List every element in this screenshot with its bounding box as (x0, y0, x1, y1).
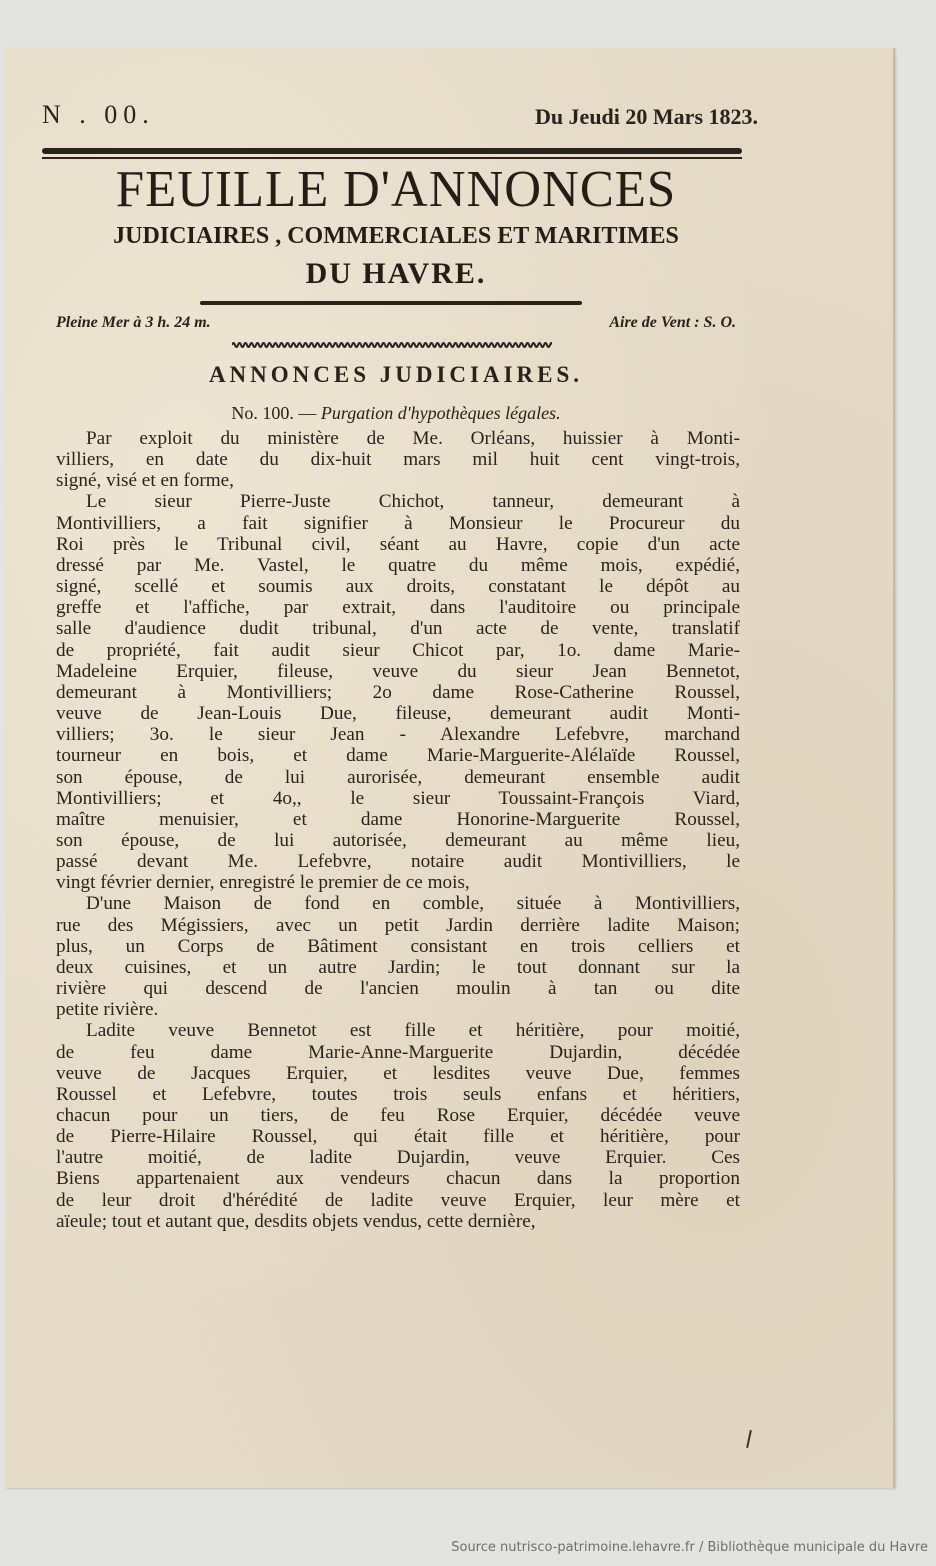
paragraph (56, 893, 740, 1020)
text-line: de feu dame Marie-Anne-Marguerite Dujardin, décédée (56, 1041, 740, 1063)
masthead-rule-thin (42, 157, 742, 159)
notice-title: Purgation d'hypothèques légales. (320, 403, 561, 423)
newspaper-subtitle: JUDICIAIRES , COMMERCIALES ET MARITIMES (113, 223, 679, 249)
text-line: Le sieur Pierre-Juste Chichot, tanneur, demeurant à (86, 491, 740, 513)
paragraph (56, 1020, 740, 1232)
text-line: demeurant à Montivilliers; 2o dame Rose-Catherine Roussel, (56, 681, 740, 703)
text-line: signé, visé et en forme, (56, 470, 234, 492)
text-line: tourneur en bois, et dame Marie-Marguerite-Alélaïde Roussel, (56, 745, 740, 767)
paragraph (56, 491, 740, 893)
article-body (56, 428, 740, 1232)
text-line: veuve de Jean-Louis Due, fileuse, demeurant audit Monti- (56, 703, 740, 725)
notice-number: No. 100. — (231, 403, 317, 423)
source-caption: Source nutrisco-patrimoine.lehavre.fr / Bibliothèque municipale du Havre (451, 1540, 928, 1555)
text-line: Par exploit du ministère de Me. Orléans, huissier à Monti- (86, 428, 740, 449)
title-rule (200, 301, 582, 305)
text-line: maître menuisier, et dame Honorine-Marguerite Roussel, (56, 808, 740, 830)
text-line: de Pierre-Hilaire Roussel, qui était fille et héritière, pour (56, 1126, 740, 1148)
newspaper-title: FEUILLE D'ANNONCES (115, 161, 677, 218)
text-line: deux cuisines, et un autre Jardin; le tout donnant sur la (56, 956, 740, 978)
text-line: plus, un Corps de Bâtiment consistant en trois celliers et (56, 935, 740, 957)
issue-number: N . 00. (42, 100, 155, 129)
text-line: Roussel et Lefebvre, toutes trois seuls enfans et héritiers, (56, 1083, 740, 1105)
issue-date: Du Jeudi 20 Mars 1823. (534, 104, 758, 129)
text-line: passé devant Me. Lefebvre, notaire audit Montivilliers, le (56, 851, 740, 873)
text-line: villiers; 3o. le sieur Jean - Alexandre Lefebvre, marchand (56, 724, 740, 746)
text-line: chacun pour un tiers, de feu Rose Erquier, décédée veuve (56, 1105, 740, 1126)
text-line: villiers, en date du dix-huit mars mil huit cent vingt-trois, (56, 449, 740, 471)
text-line: rue des Mégissiers, avec un petit Jardin derrière ladite Maison; (56, 914, 740, 936)
text-line: l'autre moitié, de ladite Dujardin, veuve Erquier. Ces (56, 1147, 740, 1169)
text-line: signé, scellé et soumis aux droits, constatant le dépôt au (56, 576, 740, 598)
notice-heading (40, 403, 752, 424)
text-line: son épouse, de lui aurorisée, demeurant ensemble audit (56, 766, 740, 788)
text-line: D'une Maison de fond en comble, située à Montivilliers, (86, 893, 740, 915)
tide-info: Pleine Mer à 3 h. 24 m. (56, 314, 211, 331)
text-line: Biens appartenaient aux vendeurs chacun dans la proportion (56, 1168, 740, 1190)
text-line: de propriété, fait audit sieur Chicot par, 1o. dame Marie- (56, 639, 740, 661)
text-line: aïeule; tout et autant que, desdits objets vendus, cette dernière, (56, 1210, 536, 1232)
paragraph (56, 428, 740, 491)
text-line: petite rivière. (56, 999, 159, 1021)
text-line: veuve de Jacques Erquier, et lesdites veuve Due, femmes (56, 1062, 740, 1084)
text-line: Madeleine Erquier, fileuse, veuve du sieur Jean Bennetot, (56, 660, 740, 682)
wavy-ornament (232, 340, 552, 350)
text-line: dressé par Me. Vastel, le quatre du même mois, expédié, (56, 554, 740, 576)
masthead-top-row (40, 100, 760, 134)
wind-info: Aire de Vent : S. O. (609, 314, 736, 331)
text-line: Montivilliers; et 4o,, le sieur Toussaint-François Viard, (56, 787, 740, 809)
text-line: Ladite veuve Bennetot est fille et héritière, pour moitié, (86, 1020, 740, 1042)
text-line: salle d'audience dudit tribunal, d'un acte de vente, translatif (56, 618, 740, 640)
text-line: son épouse, de lui autorisée, demeurant au même lieu, (56, 829, 740, 851)
newspaper-place: DU HAVRE. (305, 257, 487, 290)
text-line: greffe et l'affiche, par extrait, dans l'auditoire ou principale (56, 597, 740, 619)
text-line: de leur droit d'hérédité de ladite veuve Erquier, leur mère et (56, 1189, 740, 1211)
masthead-rule-thick (42, 148, 742, 154)
text-line: rivière qui descend de l'ancien moulin à tan ou dite (56, 978, 740, 1000)
text-line: Montivilliers, a fait signifier à Monsieur le Procureur du (56, 512, 740, 534)
text-line: Roi près le Tribunal civil, séant au Havre, copie d'un acte (56, 533, 740, 555)
section-title: ANNONCES JUDICIAIRES. (208, 362, 584, 387)
text-line: vingt février dernier, enregistré le premier de ce mois, (56, 872, 470, 894)
